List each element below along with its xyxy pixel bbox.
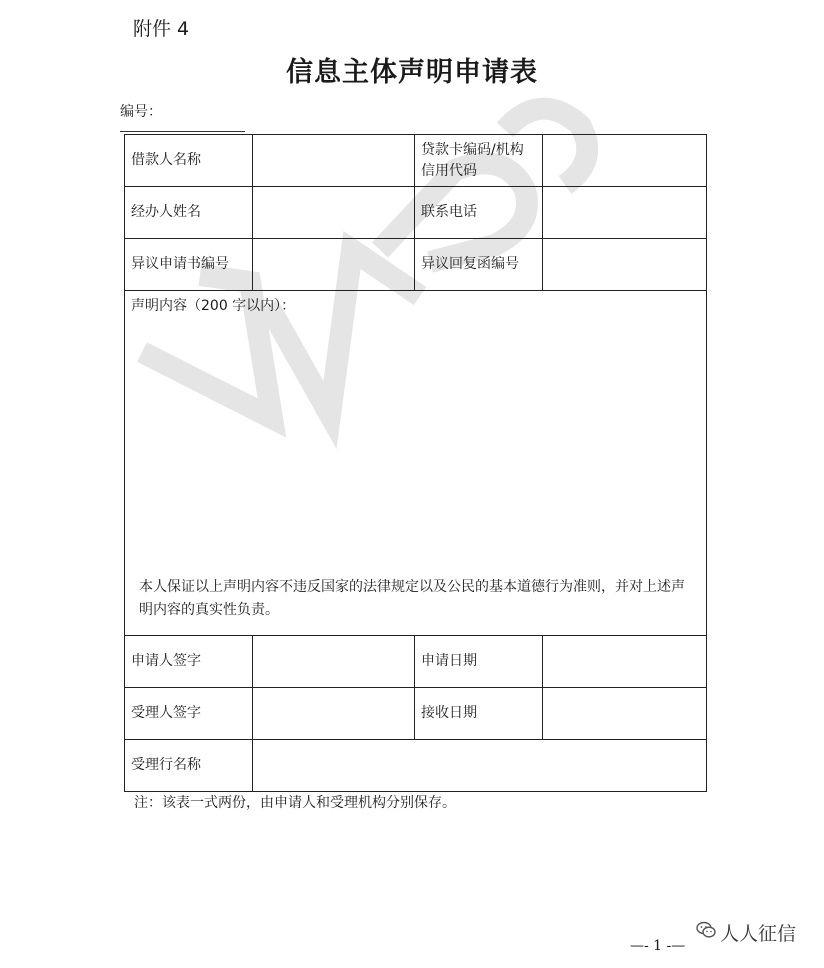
table-row	[125, 239, 707, 291]
borrower-name-field[interactable]	[253, 135, 415, 187]
table-row	[125, 740, 707, 792]
handler-name-field[interactable]	[253, 187, 415, 239]
handler-name-label: 经办人姓名	[125, 187, 253, 239]
receive-date-field[interactable]	[543, 688, 707, 740]
wechat-icon	[696, 921, 716, 944]
attachment-label: 附件 4	[133, 18, 190, 40]
declaration-content-label: 声明内容（200 字以内）：	[131, 298, 296, 314]
applicant-signature-field[interactable]	[253, 636, 415, 688]
serial-number-label: 编号：	[120, 104, 162, 120]
table-row	[125, 636, 707, 688]
declaration-form-table	[124, 134, 707, 792]
application-date-label: 申请日期	[415, 636, 543, 688]
declaration-statement: 本人保证以上声明内容不违反国家的法律规定以及公民的基本道德行为准则，并对上述声明内容的真实性负责。	[139, 579, 685, 618]
objection-reply-number-field[interactable]	[543, 239, 707, 291]
table-row	[125, 187, 707, 239]
contact-phone-label: 联系电话	[415, 187, 543, 239]
loan-card-code-field[interactable]	[543, 135, 707, 187]
applicant-signature-label: 申请人签字	[125, 636, 253, 688]
table-row	[125, 135, 707, 187]
footnote: 注：该表一式两份，由申请人和受理机构分别保存。	[134, 795, 456, 811]
table-row	[125, 291, 707, 636]
application-date-field[interactable]	[543, 636, 707, 688]
receiver-signature-label: 受理人签字	[125, 688, 253, 740]
accepting-bank-name-field[interactable]	[253, 740, 707, 792]
accepting-bank-name-label: 受理行名称	[125, 740, 253, 792]
loan-card-code-label: 贷款卡编码/机构信用代码	[415, 135, 543, 187]
serial-number-underline	[120, 131, 245, 132]
borrower-name-label: 借款人名称	[125, 135, 253, 187]
page-number: —- 1 -—	[630, 938, 686, 954]
contact-phone-field[interactable]	[543, 187, 707, 239]
receiver-signature-field[interactable]	[253, 688, 415, 740]
table-row	[125, 688, 707, 740]
objection-application-number-label: 异议申请书编号	[125, 239, 253, 291]
declaration-content-field[interactable]	[125, 291, 707, 636]
wechat-account-name: 人人征信	[720, 923, 797, 945]
objection-reply-number-label: 异议回复函编号	[415, 239, 543, 291]
form-title: 信息主体声明申请表	[286, 57, 538, 88]
receive-date-label: 接收日期	[415, 688, 543, 740]
wechat-source-mark	[696, 919, 796, 946]
objection-application-number-field[interactable]	[253, 239, 415, 291]
